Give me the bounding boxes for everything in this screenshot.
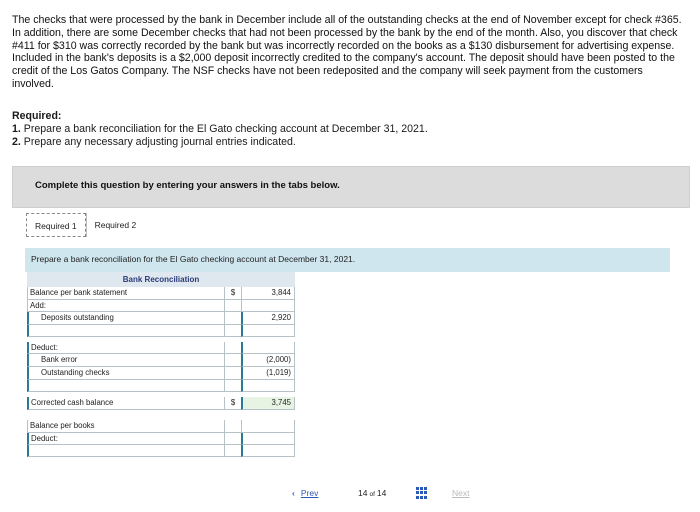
required-section — [12, 110, 672, 148]
blank-value-field-3[interactable] — [241, 445, 295, 457]
balance-per-books-label[interactable]: Balance per books — [27, 420, 225, 433]
balance-per-bank-value[interactable]: 3,844 — [241, 287, 295, 300]
page-of: of — [369, 491, 375, 498]
chevron-left-icon: ‹ — [292, 488, 295, 498]
tab-required-2[interactable]: Required 2 — [86, 213, 145, 237]
problem-text: The checks that were processed by the bank in December include all of the outstanding checks at the end of November except for check #365. In addition, there are some December checks that had not been processed by the bank by the end of the month. Also, you discover that check #411 for $310 was correctly recorded by the bank but was incorrectly recorded on the books as a $130 disbursement for advertising expense. Included in the bank's deposits is a $2,000 deposit incorrectly credited to the company's account. The deposit should have been posted to the credit of the Los Gatos Company. The NSF checks have not been redeposited and the company will seek payment from the customers involved. — [12, 14, 682, 90]
content-prompt-bar — [25, 248, 670, 272]
corrected-cash-label[interactable]: Corrected cash balance — [27, 397, 225, 410]
outstanding-checks-value[interactable]: (1,019) — [241, 367, 295, 380]
row-deduct — [27, 342, 295, 354]
tab-required-1[interactable]: Required 1 — [26, 213, 86, 237]
row-blank-2 — [27, 380, 295, 392]
corrected-cash-value[interactable]: 3,745 — [241, 397, 295, 410]
row-deduct-2 — [27, 433, 295, 445]
add-label[interactable]: Add: — [27, 300, 225, 312]
required-item-2 — [12, 136, 672, 149]
bank-error-label[interactable]: Bank error — [27, 354, 225, 367]
balance-per-bank-label[interactable]: Balance per bank statement — [27, 287, 225, 300]
row-outstanding-checks — [27, 367, 295, 380]
deposits-outstanding-label[interactable]: Deposits outstanding — [27, 312, 225, 325]
content-prompt: Prepare a bank reconciliation for the El Gato checking account at December 31, 2021. — [31, 254, 356, 264]
pagination — [292, 488, 492, 502]
row-deposits-outstanding — [27, 312, 295, 325]
deduct-2-value-field[interactable] — [241, 433, 295, 445]
balance-per-books-value[interactable] — [241, 420, 295, 433]
blank-label-field[interactable] — [27, 325, 225, 337]
row-corrected-cash — [27, 397, 295, 410]
page-current: 14 — [358, 488, 368, 498]
row-bank-error — [27, 354, 295, 367]
required-item-2-text: Prepare any necessary adjusting journal entries indicated. — [23, 135, 296, 148]
required-item-1-text: Prepare a bank reconciliation for the El Gato checking account at December 31, 2021. — [23, 122, 428, 135]
deposits-outstanding-value[interactable]: 2,920 — [241, 312, 295, 325]
deduct-label[interactable]: Deduct: — [27, 342, 225, 354]
blank-label-field-3[interactable] — [27, 445, 225, 457]
required-heading: Required: — [12, 110, 62, 122]
instruction-panel — [12, 166, 690, 208]
blank-value-field-2[interactable] — [241, 380, 295, 392]
currency-sign: $ — [225, 287, 241, 300]
page-total: 14 — [376, 488, 387, 498]
outstanding-checks-label[interactable]: Outstanding checks — [27, 367, 225, 380]
prev-label: Prev — [300, 488, 319, 498]
deduct-value-field[interactable] — [241, 342, 295, 354]
blank-value-field[interactable] — [241, 325, 295, 337]
recon-title: Bank Reconciliation — [27, 272, 295, 287]
required-item-2-num: 2. — [12, 135, 21, 148]
add-value-field[interactable] — [241, 300, 295, 312]
required-item-1 — [12, 123, 672, 136]
bank-error-value[interactable]: (2,000) — [241, 354, 295, 367]
row-add — [27, 300, 295, 312]
blank-label-field-2[interactable] — [27, 380, 225, 392]
deduct-2-label[interactable]: Deduct: — [27, 433, 225, 445]
row-blank-3 — [27, 445, 295, 457]
row-balance-per-books — [27, 420, 295, 433]
bank-reconciliation-table — [27, 272, 295, 457]
prev-button[interactable] — [292, 488, 318, 498]
currency-sign-2: $ — [225, 397, 241, 410]
row-blank-1 — [27, 325, 295, 337]
tab-bar — [26, 213, 144, 239]
grid-icon[interactable] — [416, 487, 428, 499]
next-button[interactable]: Next — [452, 488, 470, 498]
row-balance-per-bank — [27, 287, 295, 300]
required-item-1-num: 1. — [12, 122, 21, 135]
instruction-text: Complete this question by entering your answers in the tabs below. — [35, 180, 340, 191]
page-count — [358, 488, 386, 498]
